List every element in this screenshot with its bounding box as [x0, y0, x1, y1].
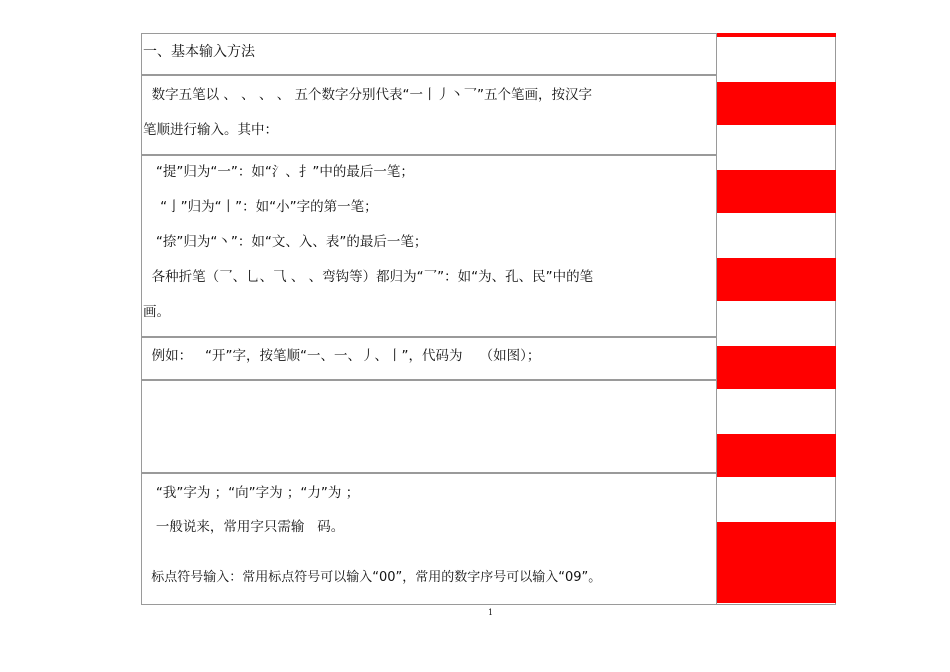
- codes-line-3: 标点符号输入：常用标点符号可以输入“00”，常用的数字序号可以输入“09”。: [151, 570, 602, 585]
- codes-line-2: 一般说来，常用字只需输 码。: [155, 519, 345, 535]
- rule-line: “亅”归为“丨”：如“小”字的第一笔；: [160, 199, 378, 215]
- example-line: 例如： “开”字，按笔顺“一、一、丿、丨”，代码为 （如图）；: [151, 348, 541, 364]
- section-heading: 一、基本输入方法: [143, 44, 255, 60]
- stripe-red: [717, 434, 836, 477]
- stripe-red: [717, 33, 836, 37]
- intro-line-2: 笔顺进行输入。其中：: [143, 122, 278, 138]
- intro-line-1: 数字五笔以 、 、 、 、 五个数字分别代表“一丨丿丶乛”五个笔画，按汉字: [151, 87, 593, 103]
- rule-line: “捺”归为“丶”：如“文、入、表”的最后一笔；: [155, 234, 428, 250]
- stripe-red: [717, 170, 836, 213]
- codes-line-1: “我”字为 ；“向”字为 ；“力”为 ；: [155, 485, 360, 501]
- image-placeholder-box: [141, 380, 717, 473]
- stripe-column: [717, 33, 836, 605]
- stripe-red: [717, 82, 836, 125]
- stripe-red: [717, 258, 836, 301]
- stripe-red: [717, 346, 836, 389]
- rule-line: 画。: [143, 304, 170, 320]
- rule-line: “提”归为“一”：如“氵、扌”中的最后一笔；: [155, 164, 414, 180]
- rule-line: 各种折笔（乛、乚、⺄ 、 、弯钩等）都归为“乛”：如“为、孔、民”中的笔: [151, 269, 594, 285]
- stripe-red: [717, 522, 836, 603]
- page-number: 1: [488, 608, 494, 617]
